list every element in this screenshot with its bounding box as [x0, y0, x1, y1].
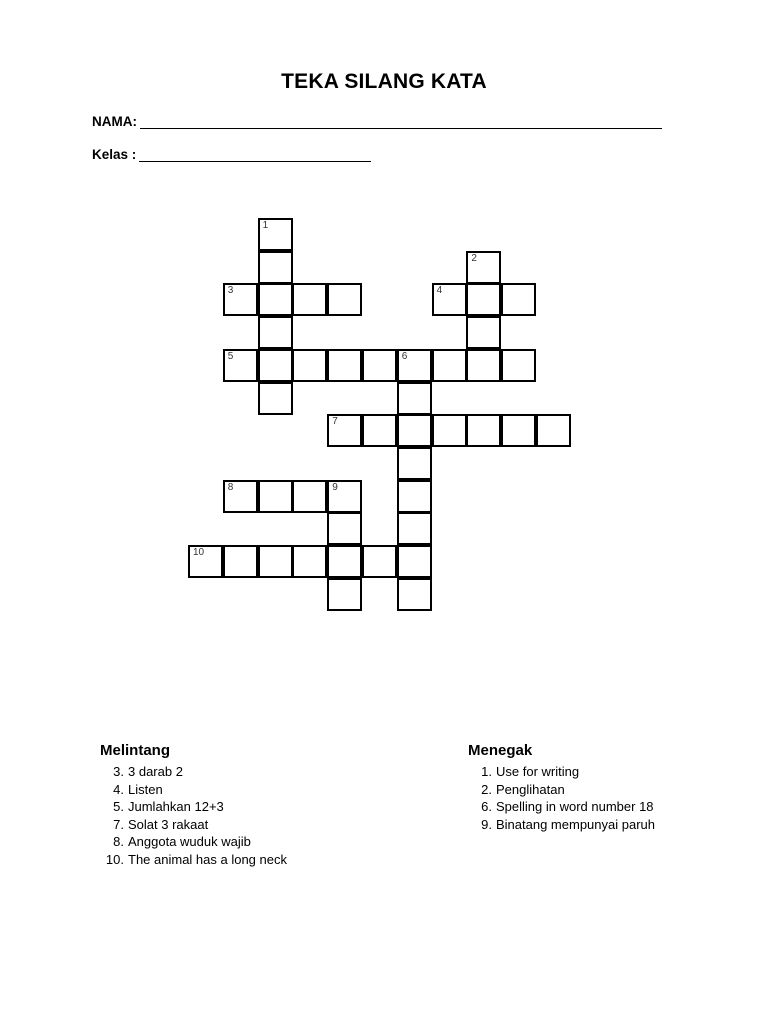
crossword-cell[interactable]	[397, 480, 432, 513]
crossword-cell[interactable]	[397, 545, 432, 578]
crossword-cell[interactable]	[327, 414, 362, 447]
down-heading: Menegak	[468, 742, 533, 759]
cell-number: 2	[471, 252, 477, 264]
nama-label: NAMA:	[92, 114, 137, 129]
crossword-cell[interactable]	[432, 414, 467, 447]
clue-text: Solat 3 rakaat	[128, 816, 209, 832]
clue-text: Penglihatan	[496, 781, 565, 797]
crossword-cell[interactable]	[327, 578, 362, 611]
crossword-cell[interactable]	[223, 283, 258, 316]
crossword-cell[interactable]	[362, 414, 397, 447]
clue-text: Spelling in word number 18	[496, 799, 654, 814]
clue-number: 3.	[113, 764, 124, 779]
across-heading: Melintang	[100, 742, 170, 759]
down-clues	[468, 742, 655, 833]
down-clue	[468, 798, 655, 816]
crossword-cell[interactable]	[223, 349, 258, 382]
crossword-cell[interactable]	[466, 414, 501, 447]
crossword-cell[interactable]	[223, 480, 258, 513]
crossword-cell[interactable]	[501, 283, 536, 316]
clue-number: 8.	[113, 834, 124, 849]
crossword-cell[interactable]	[432, 283, 467, 316]
clue-number: 7.	[113, 816, 124, 832]
crossword-cell[interactable]	[258, 283, 293, 316]
clue-text: Jumlahkan 12+3	[128, 799, 224, 814]
crossword-cell[interactable]	[327, 545, 362, 578]
clue-number: 1.	[481, 764, 492, 779]
crossword-cell[interactable]	[258, 480, 293, 513]
crossword-cell[interactable]	[327, 349, 362, 382]
down-clue-list	[468, 763, 655, 833]
crossword-cell[interactable]	[362, 349, 397, 382]
crossword-cell[interactable]	[258, 382, 293, 415]
cell-number: 3	[227, 285, 234, 297]
crossword-cell[interactable]	[258, 349, 293, 382]
crossword-cell[interactable]	[258, 218, 293, 251]
crossword-cell[interactable]	[466, 349, 501, 382]
cell-number: 6	[401, 350, 408, 362]
across-clue	[100, 763, 287, 781]
clue-number: 4.	[113, 781, 124, 797]
crossword-cell[interactable]	[466, 283, 501, 316]
crossword-cell[interactable]	[362, 545, 397, 578]
crossword-cell[interactable]	[397, 349, 432, 382]
page-title: TEKA SILANG KATA	[281, 70, 487, 93]
clue-number: 2.	[481, 781, 492, 797]
crossword-cell[interactable]	[223, 545, 258, 578]
cell-number: 8	[227, 481, 234, 493]
across-clue	[100, 781, 287, 799]
cell-number: 4	[436, 285, 443, 297]
crossword-cell[interactable]	[292, 349, 327, 382]
across-clue	[100, 833, 287, 851]
crossword-cell[interactable]	[327, 480, 362, 513]
crossword-cell[interactable]	[432, 349, 467, 382]
across-clues	[100, 742, 287, 868]
crossword-cell[interactable]	[397, 382, 432, 415]
down-clue	[468, 781, 655, 799]
crossword-cell[interactable]	[292, 480, 327, 513]
clue-text: Binatang mempunyai paruh	[496, 816, 655, 832]
clue-number: 6.	[481, 799, 492, 814]
crossword-cell[interactable]	[258, 251, 293, 284]
cell-number: 9	[332, 481, 338, 493]
crossword-cell[interactable]	[466, 251, 501, 284]
crossword-cell[interactable]	[397, 578, 432, 611]
across-clue	[100, 798, 287, 816]
crossword-cell[interactable]	[188, 545, 223, 578]
down-clue	[468, 763, 655, 781]
crossword-cell[interactable]	[397, 414, 432, 447]
crossword-cell[interactable]	[327, 283, 362, 316]
kelas-label: Kelas :	[92, 147, 137, 162]
clue-text: Use for writing	[496, 764, 580, 779]
crossword-cell[interactable]	[397, 447, 432, 480]
across-clue	[100, 851, 287, 869]
cell-number: 1	[262, 220, 269, 231]
crossword-cell[interactable]	[258, 545, 293, 578]
crossword-cell[interactable]	[501, 414, 536, 447]
clue-text: Anggota wuduk wajib	[128, 834, 251, 849]
crossword-cell[interactable]	[292, 545, 327, 578]
crossword-cell[interactable]	[466, 316, 501, 349]
crossword-cell[interactable]	[258, 316, 293, 349]
clue-number: 9.	[481, 816, 492, 832]
cell-number: 5	[227, 350, 234, 362]
cell-number: 10	[193, 547, 205, 558]
crossword-cell[interactable]	[397, 512, 432, 545]
clue-text: 3 darab 2	[128, 764, 183, 779]
clue-number: 10.	[105, 851, 124, 867]
cell-number: 7	[332, 416, 338, 428]
clue-number: 5.	[113, 799, 124, 814]
crossword-cell[interactable]	[327, 512, 362, 545]
across-clue	[100, 816, 287, 834]
crossword-cell[interactable]	[501, 349, 536, 382]
down-clue	[468, 816, 655, 834]
across-clue-list	[100, 763, 287, 868]
clue-text: Listen	[128, 781, 163, 797]
crossword-cell[interactable]	[292, 283, 327, 316]
crossword-cell[interactable]	[536, 414, 571, 447]
clue-text: The animal has a long neck	[128, 851, 287, 867]
